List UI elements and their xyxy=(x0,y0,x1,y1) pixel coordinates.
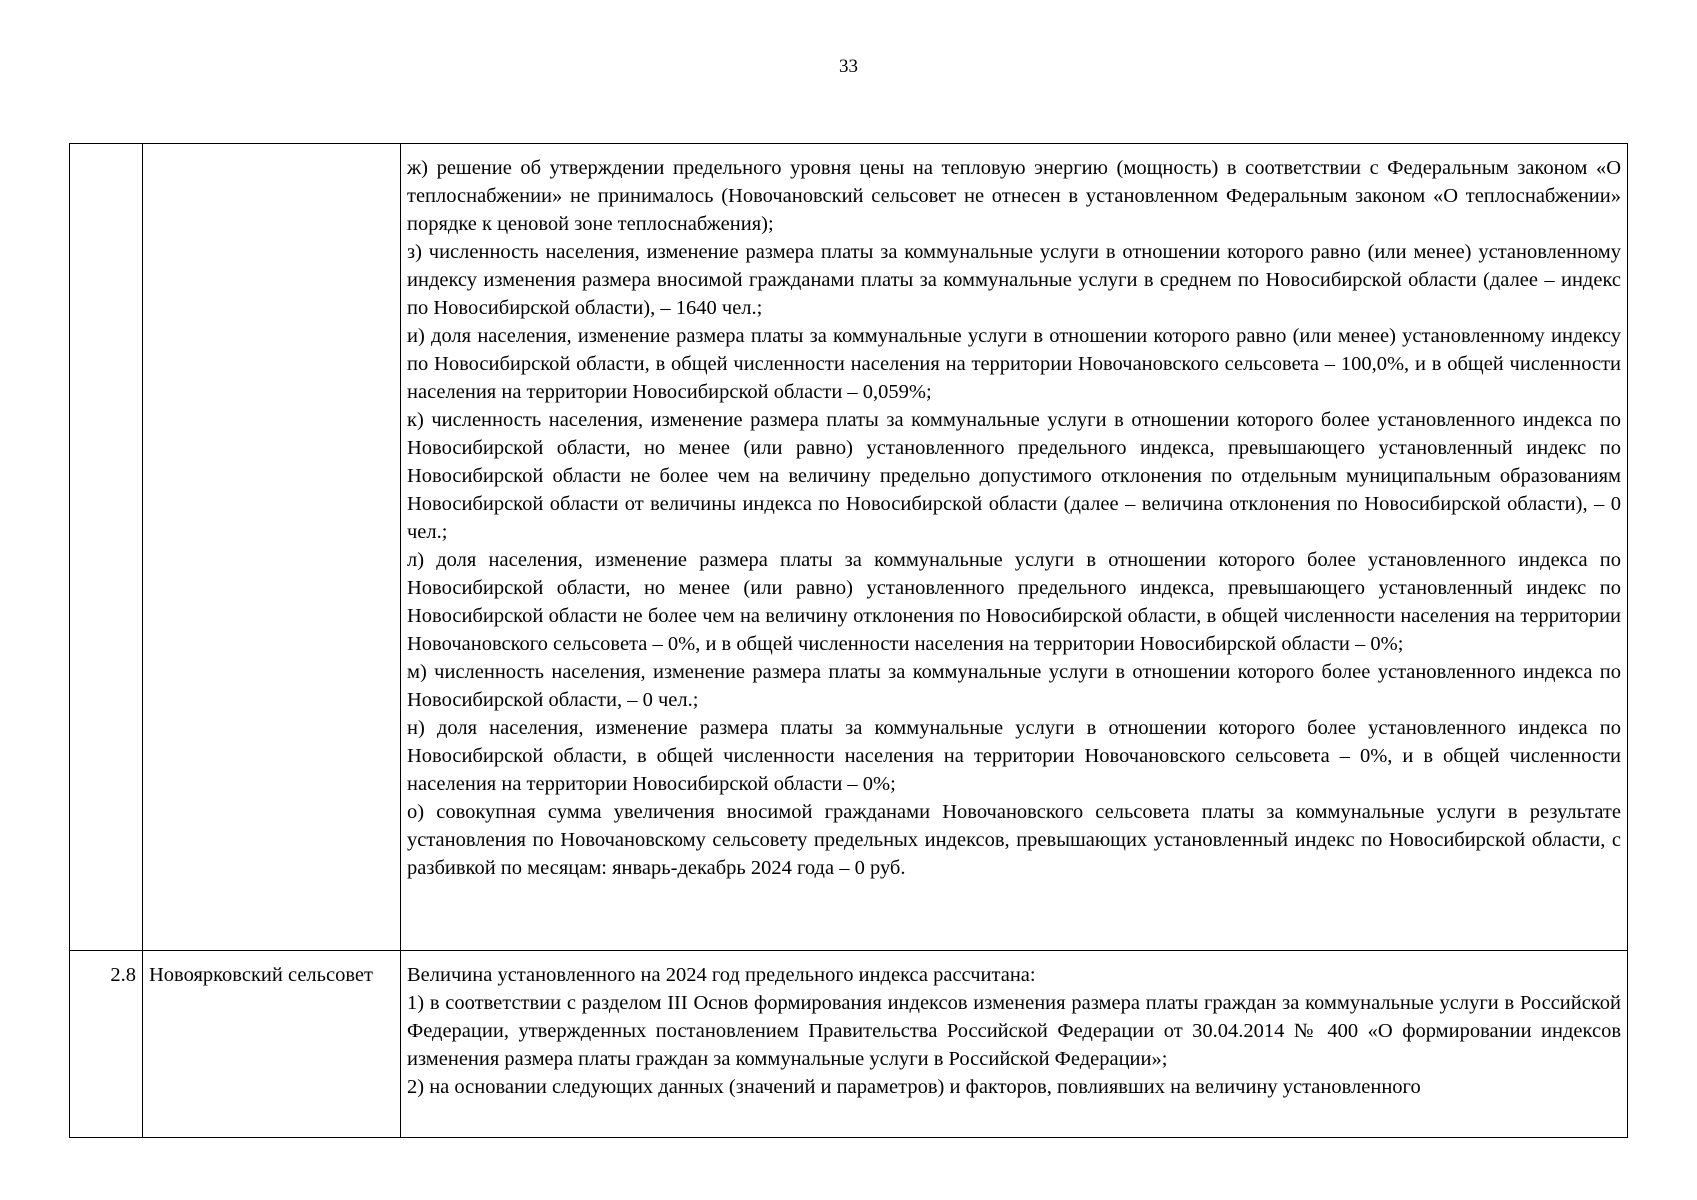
paragraph: н) доля населения, изменение размера платы за коммунальные услуги в отношении которого более установленного индекса по Новосибирской области, в общей численности населения на территории Новочановского сельсовета – 0%, и в общей численности населения на территории Новосибирской области – 0%; xyxy=(407,717,1621,795)
municipality-name-cell: Новоярковский сельсовет xyxy=(143,951,401,1138)
municipality-name-cell xyxy=(143,144,401,951)
paragraph: к) численность населения, изменение размера платы за коммунальные услуги в отношении которого более установленного индекса по Новосибирской области, но менее (или равно) установленного предельного индекса, превышающего установленный индекс по Новосибирской области не более чем на величину предельно допустимого отклонения по отдельным муниципальным образованиям Новосибирской области от величины индекса по Новосибирской области (далее – величина отклонения по Новосибирской области), – 0 чел.; xyxy=(407,409,1621,543)
row-number-cell xyxy=(70,144,143,951)
paragraph: Величина установленного на 2024 год предельного индекса рассчитана: xyxy=(407,964,1036,986)
paragraph: з) численность населения, изменение размера платы за коммунальные услуги в отношении которого равно (или менее) установленному индексу изменения размера вносимой гражданами платы за коммунальные услуги в среднем по Новосибирской области (далее – индекс по Новосибирской области), – 1640 чел.; xyxy=(407,241,1621,319)
paragraph: о) совокупная сумма увеличения вносимой гражданами Новочановского сельсовета платы за коммунальные услуги в результате установления по Новочановскому сельсовету предельных индексов, превышающих установленный индекс по Новосибирской области, с разбивкой по месяцам: январь-декабрь 2024 года – 0 руб. xyxy=(407,801,1621,879)
paragraph: ж) решение об утверждении предельного уровня цены на тепловую энергию (мощность) в соответствии с Федеральным законом «О теплоснабжении» не принималось (Новочановский сельсовет не отнесен в установленном Федеральным законом «О теплоснабжении» порядке к ценовой зоне теплоснабжения); xyxy=(407,157,1621,235)
paragraph: л) доля населения, изменение размера платы за коммунальные услуги в отношении которого более установленного индекса по Новосибирской области, но менее (или равно) установленного предельного индекса, превышающего установленный индекс по Новосибирской области не более чем на величину отклонения по Новосибирской области, в общей численности населения на территории Новочановского сельсовета – 0%, и в общей численности населения на территории Новосибирской области – 0%; xyxy=(407,549,1621,655)
description-cell xyxy=(401,951,1628,1138)
row-number-cell: 2.8 xyxy=(70,951,143,1138)
document-table xyxy=(69,143,1628,1138)
paragraph: 1) в соответствии с разделом III Основ формирования индексов изменения размера платы граждан за коммунальные услуги в Российской Федерации, утвержденных постановлением Правительства Российской Федерации от 30.04.2014 № 400 «О формировании индексов изменения размера платы граждан за коммунальные услуги в Российской Федерации»; xyxy=(407,992,1621,1070)
description-cell xyxy=(401,144,1628,951)
paragraph: и) доля населения, изменение размера платы за коммунальные услуги в отношении которого равно (или менее) установленному индексу по Новосибирской области, в общей численности населения на территории Новочановского сельсовета – 100,0%, и в общей численности населения на территории Новосибирской области – 0,059%; xyxy=(407,325,1621,403)
table-row xyxy=(70,144,1628,951)
table-row xyxy=(70,951,1628,1138)
paragraph: м) численность населения, изменение размера платы за коммунальные услуги в отношении которого более установленного индекса по Новосибирской области, – 0 чел.; xyxy=(407,661,1621,711)
page-number: 33 xyxy=(839,56,858,77)
paragraph: 2) на основании следующих данных (значений и параметров) и факторов, повлиявших на величину установленного xyxy=(407,1076,1421,1098)
